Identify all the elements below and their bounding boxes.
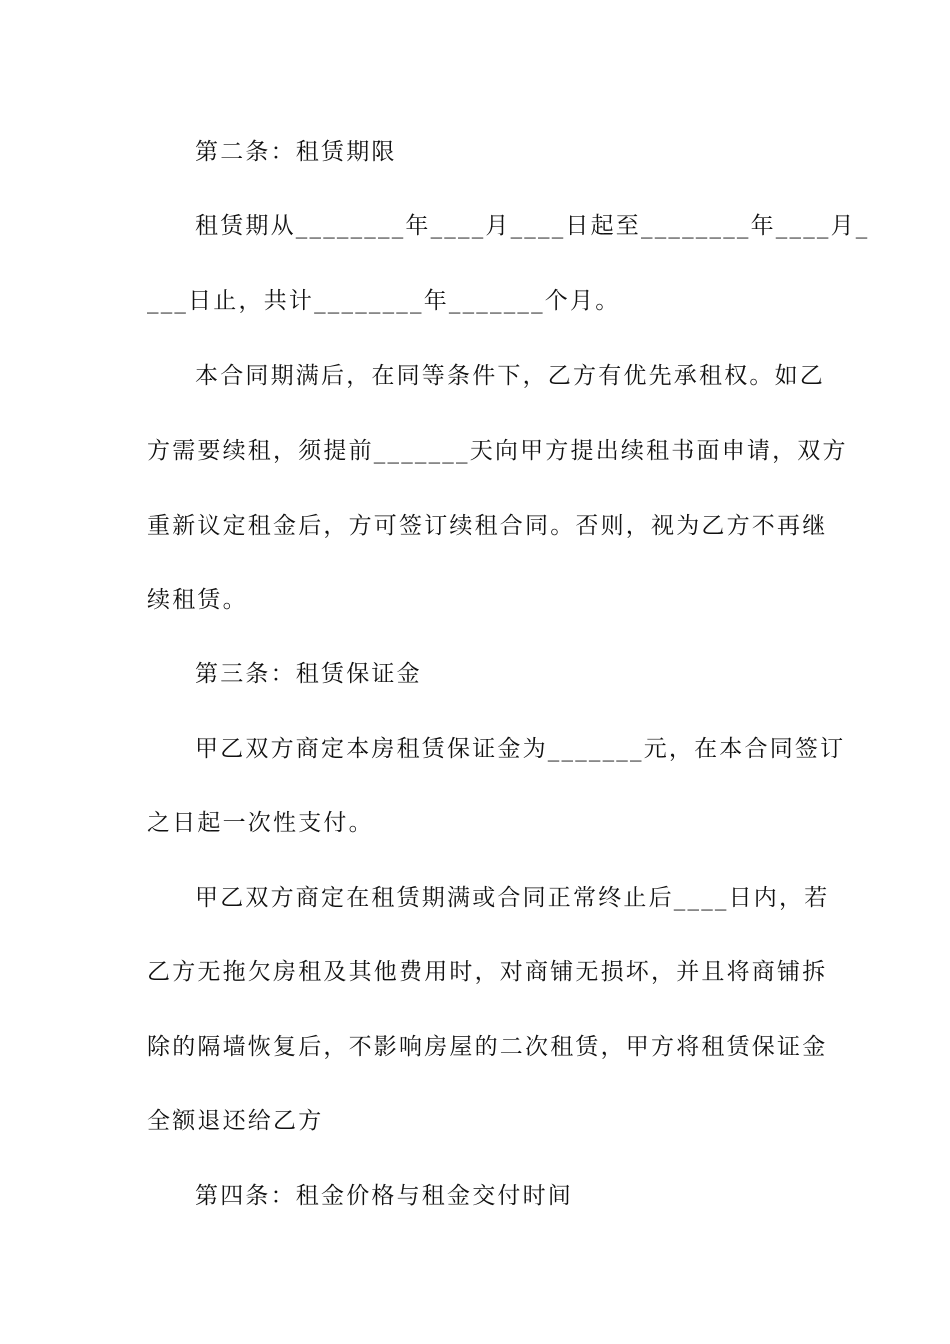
deposit-refund-line-1: 甲乙双方商定在租赁期满或合同正常终止后____日内，若: [195, 885, 830, 911]
article-2-heading: 第二条：租赁期限: [195, 139, 397, 165]
lease-term-line-1: 租赁期从________年____月____日起至________年____月_: [195, 213, 870, 239]
deposit-refund-line-4: 全额退还给乙方: [147, 1108, 324, 1134]
lease-term-line-2: ___日止，共计________年_______个月。: [147, 288, 621, 314]
renewal-paragraph-line-2: 方需要续租，须提前_______天向甲方提出续租书面申请，双方: [147, 438, 848, 464]
deposit-amount-line-1: 甲乙双方商定本房租赁保证金为_______元，在本合同签订: [195, 736, 846, 762]
renewal-paragraph-line-4: 续租赁。: [147, 587, 248, 613]
deposit-amount-line-2: 之日起一次性支付。: [147, 810, 374, 836]
deposit-refund-line-2: 乙方无拖欠房租及其他费用时，对商铺无损坏，并且将商铺拆: [147, 959, 828, 985]
deposit-refund-line-3: 除的隔墙恢复后，不影响房屋的二次租赁，甲方将租赁保证金: [147, 1034, 828, 1060]
renewal-paragraph-line-3: 重新议定租金后，方可签订续租合同。否则，视为乙方不再继: [147, 513, 828, 539]
article-4-heading: 第四条：租金价格与租金交付时间: [195, 1183, 573, 1209]
renewal-paragraph-line-1: 本合同期满后，在同等条件下，乙方有优先承租权。如乙: [195, 363, 825, 389]
article-3-heading: 第三条：租赁保证金: [195, 661, 422, 687]
